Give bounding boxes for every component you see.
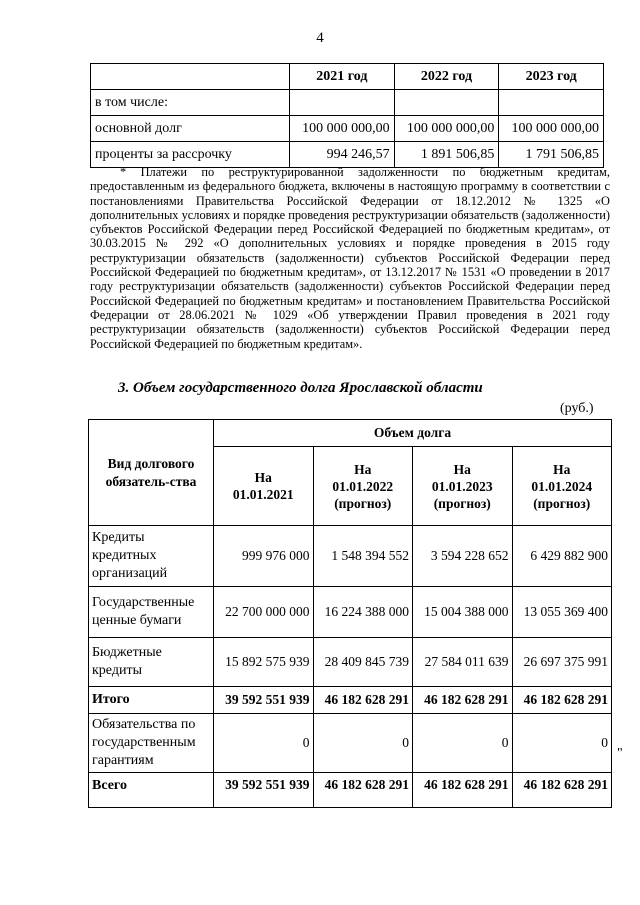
header-cell: 2023 год	[499, 64, 604, 90]
table-header-row	[89, 420, 612, 447]
table-cell: 100 000 000,00	[290, 116, 395, 142]
table-cell: 46 182 628 291	[413, 687, 513, 714]
payments-table	[90, 63, 604, 168]
row-label: Всего	[89, 773, 214, 808]
date-header: На 01.01.2021	[214, 447, 314, 526]
table-cell: 22 700 000 000	[214, 587, 314, 638]
table-row	[89, 526, 612, 587]
table-cell: 46 182 628 291	[313, 773, 413, 808]
kind-header: Вид долгового обязатель-ства	[89, 420, 214, 526]
table-cell: 6 429 882 900	[512, 526, 612, 587]
header-cell: 2021 год	[290, 64, 395, 90]
row-label: основной долг	[91, 116, 290, 142]
table-cell: 46 182 628 291	[413, 773, 513, 808]
table-cell: 1 891 506,85	[394, 142, 499, 168]
unit-label: (руб.)	[560, 401, 594, 416]
table-cell: 100 000 000,00	[499, 116, 604, 142]
table-cell	[499, 90, 604, 116]
debt-table	[88, 419, 612, 808]
table-cell	[394, 90, 499, 116]
table-cell: 994 246,57	[290, 142, 395, 168]
table-cell: 13 055 369 400	[512, 587, 612, 638]
date-header: На 01.01.2022 (прогноз)	[313, 447, 413, 526]
table-cell	[290, 90, 395, 116]
table-row	[89, 714, 612, 773]
header-cell	[91, 64, 290, 90]
header-cell: 2022 год	[394, 64, 499, 90]
date-header: На 01.01.2023 (прогноз)	[413, 447, 513, 526]
section-heading: 3. Объем государственного долга Ярославской области	[118, 380, 483, 396]
table-cell: 46 182 628 291	[313, 687, 413, 714]
table-cell: 0	[512, 714, 612, 773]
table-cell: 39 592 551 939	[214, 687, 314, 714]
closing-quote: "	[617, 746, 623, 761]
row-label: Бюджетные кредиты	[89, 638, 214, 687]
table-cell: 0	[413, 714, 513, 773]
table-header-row	[91, 64, 604, 90]
table-row	[89, 638, 612, 687]
row-label: Обязательства по государственным гарантиям	[89, 714, 214, 773]
table-row	[89, 587, 612, 638]
table-cell: 27 584 011 639	[413, 638, 513, 687]
table-cell: 39 592 551 939	[214, 773, 314, 808]
table-cell: 28 409 845 739	[313, 638, 413, 687]
table-cell: 1 791 506,85	[499, 142, 604, 168]
table-row-grand-total	[89, 773, 612, 808]
table-cell: 46 182 628 291	[512, 687, 612, 714]
footnote: * Платежи по реструктурированной задолженности по бюджетным кредитам, предоставленным из федерального бюджета, включены в настоящую программу в соответствии с постановлениями Правительства Российской Федерации от 18.12.2012 № 1325 «О дополнительных условиях и порядке проведения реструктуризации обязательств (задолженности) субъектов Российской Федерации перед Российской Федерацией по бюджетным кредитам», от 30.03.2015 № 292 «О дополнительных условиях и порядке проведения в 2015 году реструктуризации обязательств (задолженности) субъектов Российской Федерации перед Российской Федерацией по бюджетным кредитам», от 13.12.2017 № 1531 «О проведении в 2017 году реструктуризации обязательств (задолженности) субъектов Российской Федерации перед Российской Федерацией по бюджетным кредитам» и постановлением Правительства Российской Федерации от 28.06.2021 № 1029 «Об утверждении Правил проведения в 2021 году реструктуризации обязательств (задолженности) субъектов Российской Федерации перед Российской Федерацией по бюджетным кредитам».	[90, 165, 610, 351]
table-cell: 1 548 394 552	[313, 526, 413, 587]
table-cell: 26 697 375 991	[512, 638, 612, 687]
table-cell: 16 224 388 000	[313, 587, 413, 638]
row-label: Государственные ценные бумаги	[89, 587, 214, 638]
table-cell: 0	[313, 714, 413, 773]
table-row-total	[89, 687, 612, 714]
table-row	[91, 116, 604, 142]
row-label: Итого	[89, 687, 214, 714]
table-cell: 15 892 575 939	[214, 638, 314, 687]
table-cell: 3 594 228 652	[413, 526, 513, 587]
table-cell: 0	[214, 714, 314, 773]
row-label: в том числе:	[91, 90, 290, 116]
row-label: Кредиты кредитных организаций	[89, 526, 214, 587]
page-number: 4	[316, 30, 324, 46]
group-header: Объем долга	[214, 420, 612, 447]
table-cell: 100 000 000,00	[394, 116, 499, 142]
table-cell: 999 976 000	[214, 526, 314, 587]
table-row	[91, 142, 604, 168]
date-header: На 01.01.2024 (прогноз)	[512, 447, 612, 526]
table-cell: 15 004 388 000	[413, 587, 513, 638]
table-cell: 46 182 628 291	[512, 773, 612, 808]
row-label: проценты за рассрочку	[91, 142, 290, 168]
table-row	[91, 90, 604, 116]
